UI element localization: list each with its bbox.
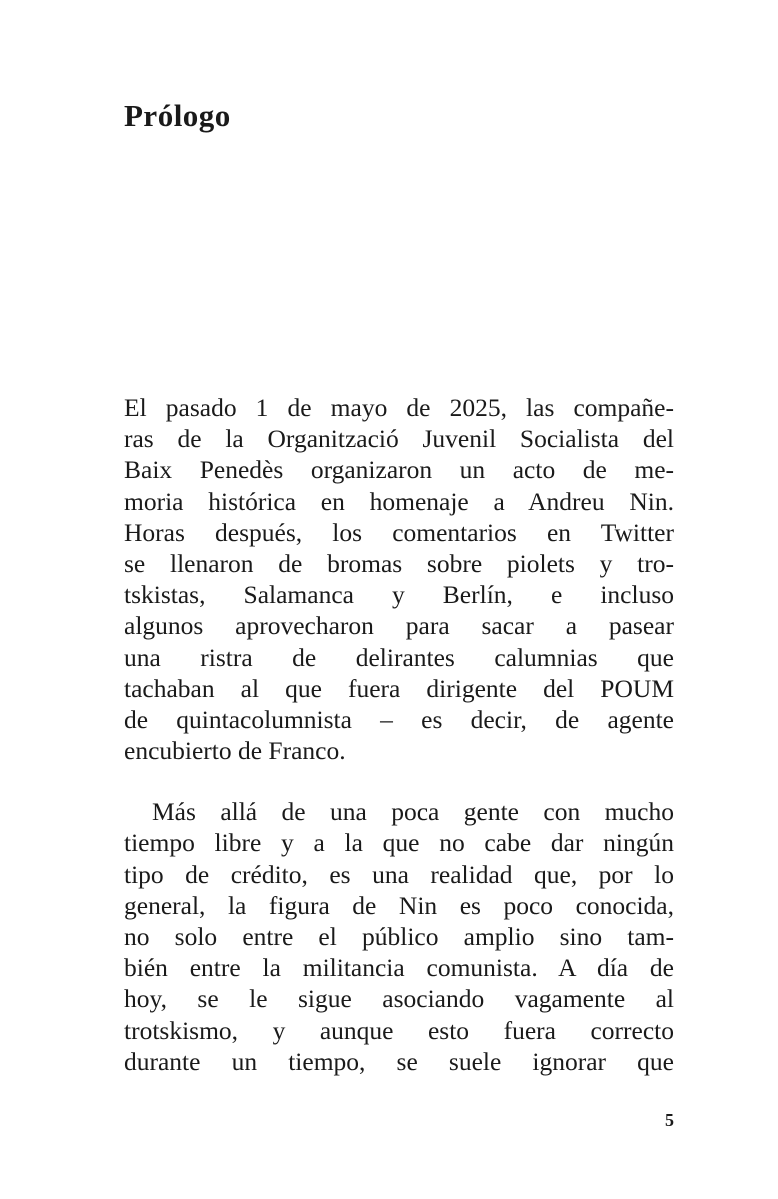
- text-line: Baix Penedès organizaron un acto de me-: [124, 455, 674, 485]
- text-line: El pasado 1 de mayo de 2025, las compañe-: [124, 393, 674, 422]
- text-line: general, la figura de Nin es poco conocida,: [124, 890, 674, 920]
- text-line: de quintacolumnista – es decir, de agente: [124, 704, 674, 734]
- text-line: encubierto de Franco.: [124, 736, 346, 766]
- page-number: 5: [665, 1110, 674, 1130]
- chapter-title: Prólogo: [124, 98, 231, 133]
- text-line: Horas después, los comentarios en Twitter: [124, 517, 674, 547]
- text-line: no solo entre el público amplio sino tam-: [124, 922, 674, 951]
- text-line: tskistas, Salamanca y Berlín, e incluso: [124, 580, 674, 610]
- text-line: una ristra de delirantes calumnias que: [124, 642, 674, 672]
- paragraph-2: [124, 796, 674, 1077]
- text-line: tiempo libre y a la que no cabe dar ningún: [124, 828, 674, 858]
- paragraph-1: [124, 392, 674, 766]
- text-line: trotskismo, y aunque esto fuera correcto: [124, 1015, 674, 1045]
- body-text: [124, 392, 674, 1077]
- text-line: tachaban al que fuera dirigente del POUM: [124, 673, 674, 703]
- text-line: moria histórica en homenaje a Andreu Nin.: [124, 486, 674, 516]
- text-line: Más allá de una poca gente con mucho: [152, 797, 674, 827]
- text-line: bién entre la militancia comunista. A día de: [124, 953, 674, 983]
- text-line: algunos aprovecharon para sacar a pasear: [124, 611, 674, 641]
- text-line: ras de la Organització Juvenil Socialista del: [124, 424, 674, 454]
- text-line: hoy, se le sigue asociando vagamente al: [124, 984, 674, 1014]
- text-line: tipo de crédito, es una realidad que, por lo: [124, 859, 674, 889]
- text-line: durante un tiempo, se suele ignorar que: [124, 1046, 674, 1076]
- text-line: se llenaron de bromas sobre piolets y tro-: [124, 548, 674, 578]
